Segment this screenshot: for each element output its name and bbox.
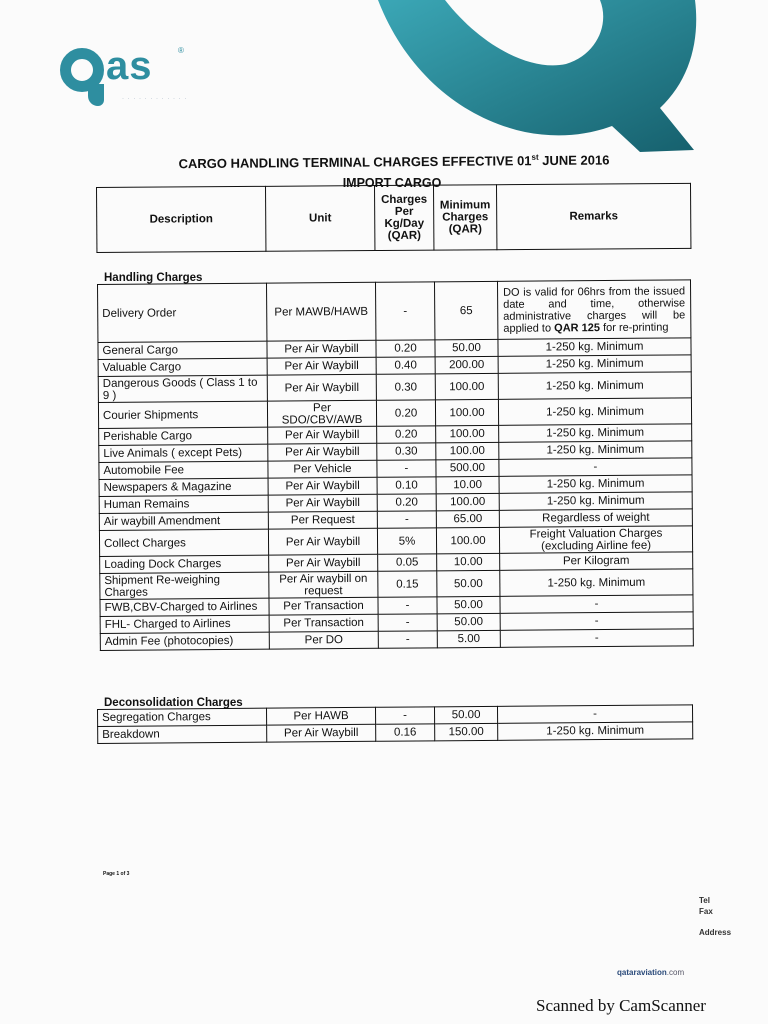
cell-description: Live Animals ( except Pets) (99, 444, 268, 462)
cell-minimum: 5.00 (437, 630, 500, 647)
col-remarks: Remarks (496, 183, 690, 249)
deconsolidation-table (97, 704, 693, 744)
cell-unit: Per Air Waybill (268, 494, 377, 512)
cell-rate: - (375, 282, 434, 340)
document-title: CARGO HANDLING TERMINAL CHARGES EFFECTIVE 01st JUNE 2016 (178, 152, 610, 172)
cell-description: Shipment Re-weighing Charges (100, 572, 269, 599)
cell-rate: - (377, 511, 436, 528)
cell-rate: 0.20 (376, 340, 435, 357)
cell-rate: - (378, 631, 437, 648)
cell-unit: Per Air Waybill (267, 357, 376, 375)
website-text: qataraviation.com (617, 968, 685, 977)
cell-description: Courier Shipments (98, 401, 267, 428)
cell-rate: - (378, 597, 437, 614)
cell-description: Breakdown (98, 725, 267, 743)
cell-description: Valuable Cargo (98, 358, 267, 376)
cell-remark: 1-250 kg. Minimum (499, 424, 692, 443)
cell-remark: 1-250 kg. Minimum (498, 355, 691, 374)
cell-description: FWB,CBV-Charged to Airlines (100, 598, 269, 616)
address-label: Address (699, 928, 732, 937)
handling-charges-table (97, 279, 694, 651)
cell-description: Perishable Cargo (99, 427, 268, 445)
qas-logo (60, 44, 200, 114)
cell-remark: - (500, 629, 693, 648)
logo-q-tail (88, 84, 104, 106)
scanner-watermark: Scanned by CamScanner (536, 996, 706, 1015)
cell-minimum: 100.00 (436, 425, 499, 442)
cell-unit: Per Air Waybill (268, 443, 377, 461)
cell-rate: 5% (377, 528, 436, 554)
cell-unit: Per HAWB (266, 707, 375, 725)
cell-description: FHL- Charged to Airlines (100, 615, 269, 633)
cell-minimum: 65 (434, 281, 497, 339)
cell-remark: Per Kilogram (500, 552, 693, 571)
cell-remark: - (499, 458, 692, 477)
cell-unit: Per MAWB/HAWB (266, 282, 375, 341)
deconsolidation-section-title: Deconsolidation Charges (104, 697, 243, 709)
table-row (98, 722, 693, 744)
cell-remark: - (500, 612, 693, 631)
handling-section-title: Handling Charges (104, 272, 203, 284)
cell-unit: Per SDO/CBV/AWB (267, 400, 376, 427)
cell-unit: Per Air Waybill (269, 554, 378, 572)
cell-unit: Per Air Waybill (268, 426, 377, 444)
cell-remark: Regardless of weight (499, 509, 692, 528)
cell-remark: 1-250 kg. Minimum (499, 441, 692, 460)
cell-unit: Per Air Waybill (268, 477, 377, 495)
cell-rate: 0.10 (377, 477, 436, 494)
cell-minimum: 10.00 (437, 553, 500, 570)
cell-minimum: 100.00 (435, 373, 498, 399)
cell-minimum: 200.00 (435, 356, 498, 373)
cell-rate: 0.20 (377, 494, 436, 511)
col-unit: Unit (265, 186, 374, 252)
fax-label: Fax (699, 907, 713, 916)
cell-minimum: 50.00 (437, 596, 500, 613)
table-row (98, 280, 691, 343)
cell-description: Air waybill Amendment (99, 512, 268, 530)
cell-rate: 0.30 (377, 443, 436, 460)
cell-rate: 0.20 (377, 426, 436, 443)
cell-rate: - (375, 707, 434, 724)
cell-remark: - (497, 705, 692, 724)
cell-unit: Per Air Waybill (268, 528, 377, 555)
cell-remark: 1-250 kg. Minimum (498, 398, 691, 426)
cell-rate: 0.40 (376, 357, 435, 374)
col-description: Description (97, 186, 266, 252)
cell-rate: - (378, 614, 437, 631)
cell-rate: 0.20 (376, 400, 435, 426)
cell-description: Admin Fee (photocopies) (100, 632, 269, 650)
cell-minimum: 500.00 (436, 459, 499, 476)
cell-description: Automobile Fee (99, 461, 268, 479)
logo-text: as (106, 44, 153, 88)
cell-minimum: 100.00 (436, 527, 499, 553)
cell-description: Human Remains (99, 495, 268, 513)
logo-tagline: · · · · · · · · · · · · (122, 96, 188, 102)
cell-description: Dangerous Goods ( Class 1 to 9 ) (98, 375, 267, 402)
cell-remark: 1-250 kg. Minimum (500, 569, 693, 597)
cell-unit: Per Air Waybill (267, 340, 376, 358)
cell-minimum: 50.00 (437, 570, 500, 596)
cell-remark: 1-250 kg. Minimum (498, 372, 691, 400)
cell-unit: Per DO (269, 631, 378, 649)
cell-description: Segregation Charges (98, 708, 267, 726)
col-charges: Charges Per Kg/Day (QAR) (374, 185, 433, 250)
cell-description: Collect Charges (99, 529, 268, 556)
cell-unit: Per Air Waybill (267, 374, 376, 401)
cell-minimum: 50.00 (434, 706, 497, 723)
cell-rate: 0.05 (378, 554, 437, 571)
cell-description: General Cargo (98, 341, 267, 359)
cell-remark: DO is valid for 06hrs from the issued date and time, otherwise administrative charges will be applied to QAR 125 for re-printing (497, 280, 690, 340)
cell-remark: 1-250 kg. Minimum (498, 338, 691, 357)
cell-unit: Per Air waybill on request (269, 571, 378, 598)
cell-remark: 1-250 kg. Minimum (499, 492, 692, 511)
cell-remark: - (500, 595, 693, 614)
cell-remark: 1-250 kg. Minimum (499, 475, 692, 494)
cell-minimum: 65.00 (436, 510, 499, 527)
cell-unit: Per Transaction (269, 597, 378, 615)
cell-remark: 1-250 kg. Minimum (498, 722, 693, 741)
document-subtitle: IMPORT CARGO (342, 176, 442, 190)
cell-description: Loading Dock Charges (100, 555, 269, 573)
tel-label: Tel (699, 896, 710, 905)
cell-rate: 0.16 (376, 724, 435, 741)
column-header-table (96, 183, 691, 253)
cell-rate: 0.15 (378, 571, 437, 597)
cell-minimum: 100.00 (435, 399, 498, 425)
cell-remark: Freight Valuation Charges (excluding Airline fee) (499, 526, 692, 554)
cell-unit: Per Air Waybill (267, 724, 376, 742)
table-row (100, 629, 693, 651)
cell-unit: Per Vehicle (268, 460, 377, 478)
cell-minimum: 100.00 (436, 442, 499, 459)
cell-description: Newspapers & Magazine (99, 478, 268, 496)
cell-rate: - (377, 460, 436, 477)
cell-minimum: 50.00 (437, 613, 500, 630)
page-number-note: Page 1 of 3 (103, 871, 130, 877)
logo-registered-mark: ® (178, 46, 184, 55)
cell-minimum: 50.00 (435, 339, 498, 356)
cell-unit: Per Request (268, 511, 377, 529)
cell-minimum: 10.00 (436, 476, 499, 493)
col-minimum: Minimum Charges (QAR) (433, 185, 496, 250)
cell-minimum: 150.00 (435, 723, 498, 740)
cell-minimum: 100.00 (436, 493, 499, 510)
cell-unit: Per Transaction (269, 614, 378, 632)
cell-description: Delivery Order (98, 283, 267, 342)
cell-rate: 0.30 (376, 374, 435, 400)
